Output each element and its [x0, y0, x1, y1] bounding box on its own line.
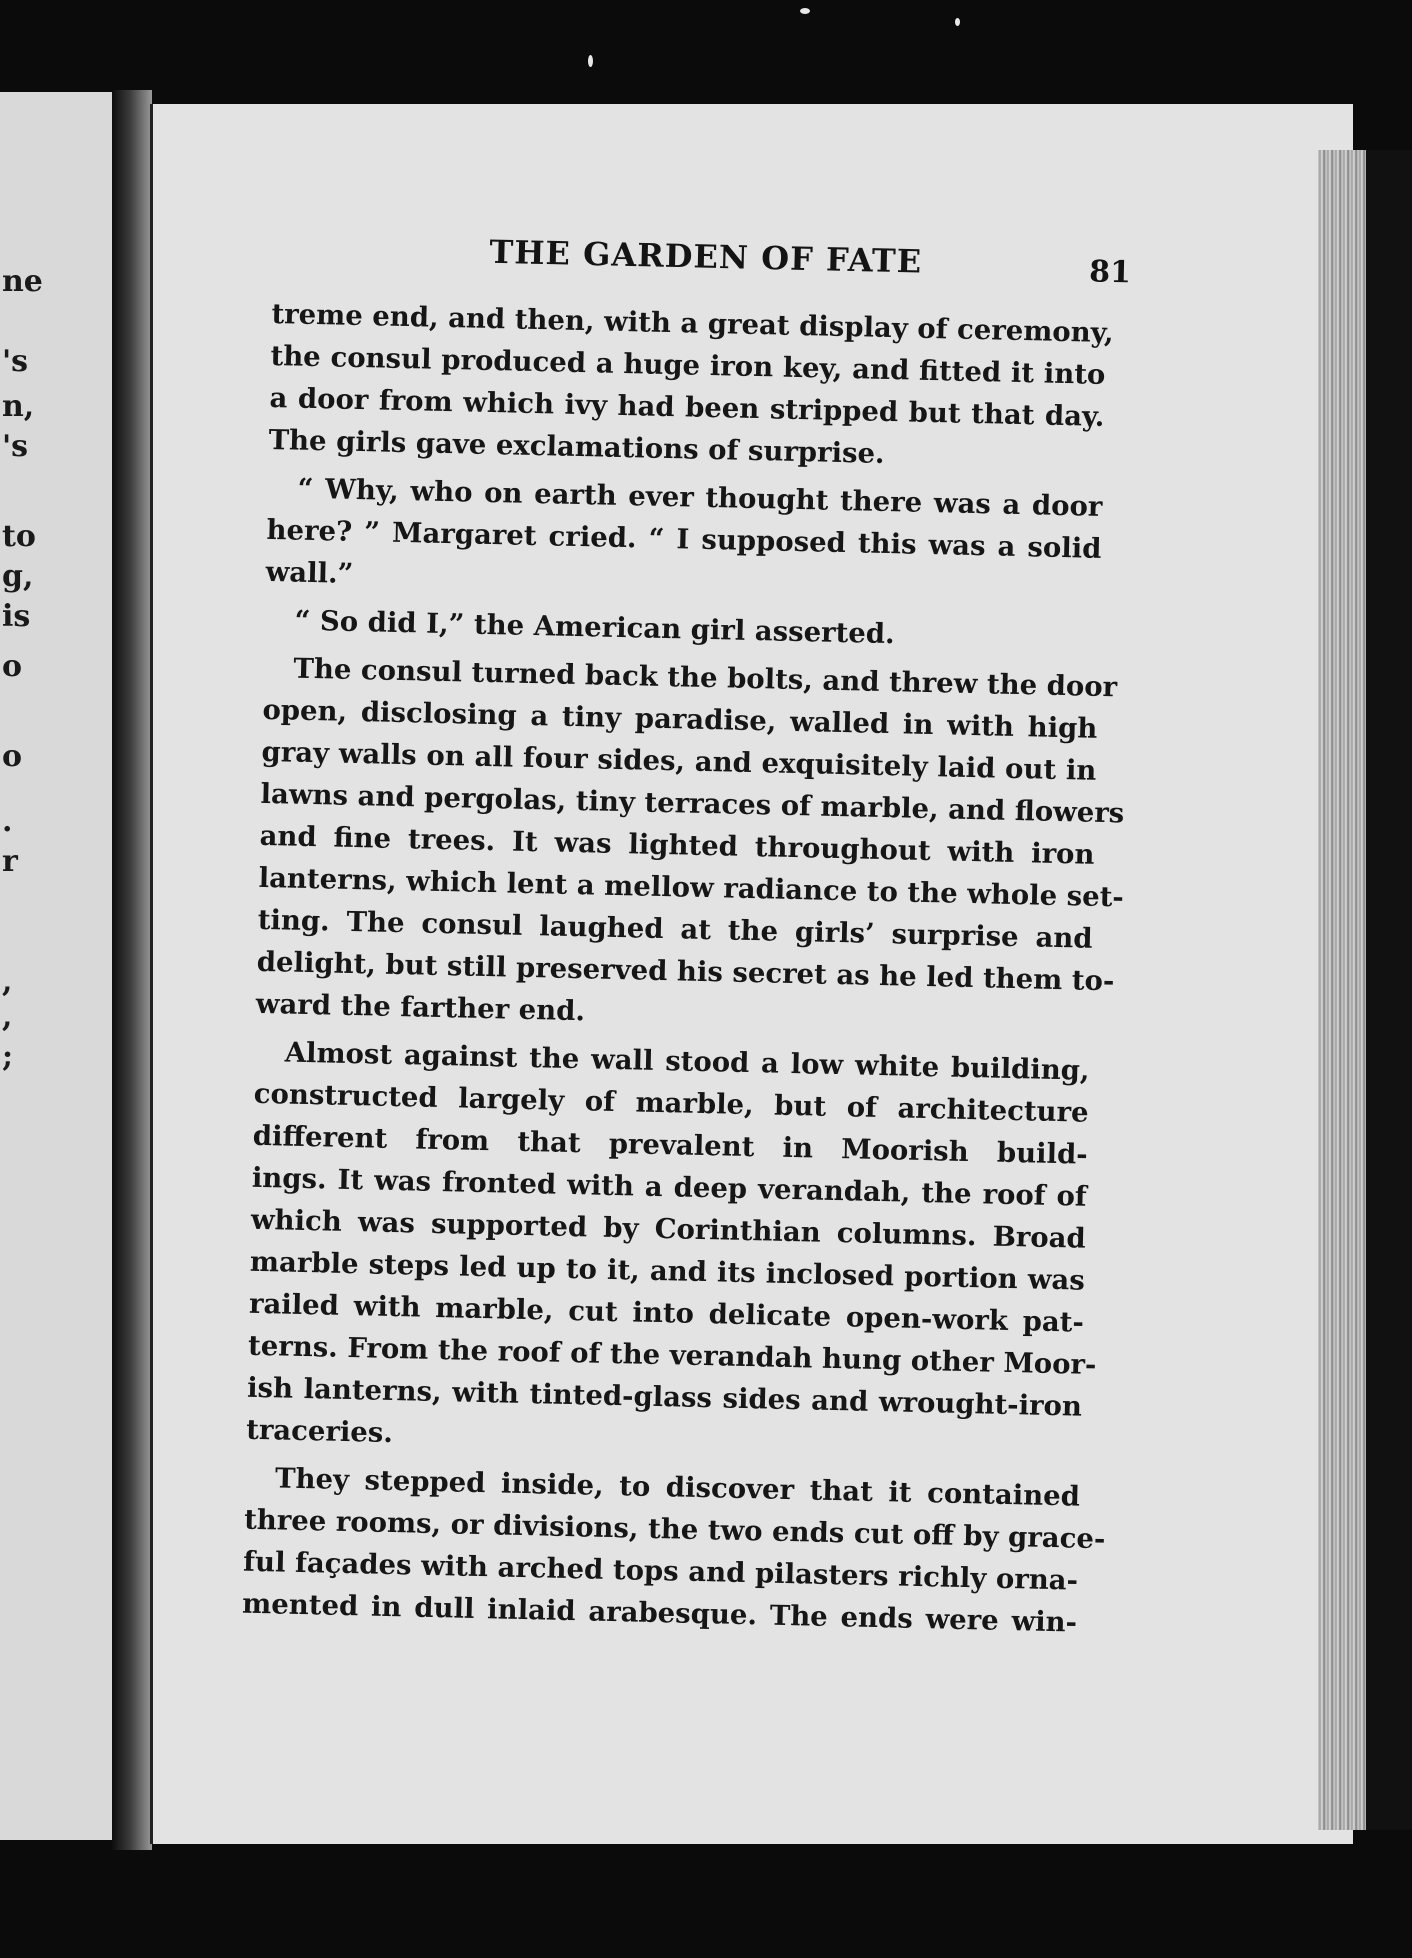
left-page-text-fragment: r [2, 844, 18, 879]
left-page-text-fragment: to [2, 519, 36, 554]
text-line: mented in dull inlaid arabesque. The ends were win- [241, 1587, 1078, 1639]
text-line: The consul turned back the bolts, and threw the door [293, 652, 1118, 704]
text-line: The girls gave exclamations of surprise. [268, 423, 885, 470]
text-line: treme end, and then, with a great display of ceremony, [271, 297, 1114, 350]
left-page-text-fragment: 's [2, 344, 29, 379]
scan-speck [588, 55, 593, 67]
left-page-text-fragment: , [2, 964, 13, 999]
text-line: ward the farther end. [255, 987, 586, 1028]
left-page-text-fragment: , [2, 999, 13, 1034]
text-line: ings. It was fronted with a deep verandah, the roof of [251, 1161, 1088, 1213]
text-line: here? ” Margaret cried. “ I supposed this was a solid [266, 513, 1102, 565]
left-page-text-fragment: 's [2, 429, 29, 464]
text-line: lanterns, which lent a mellow radiance to the whole set- [258, 861, 1125, 914]
book-gutter [112, 90, 152, 1850]
text-line: gray walls on all four sides, and exquisitely laid out in [261, 735, 1097, 787]
text-line: ish lanterns, with tinted-glass sides and wrought-iron [246, 1371, 1083, 1423]
text-line: lawns and pergolas, tiny terraces of marble, and flowers [260, 777, 1125, 830]
left-page-text-fragment: g, [2, 559, 34, 594]
scan-speck [800, 8, 810, 14]
left-page-text-fragment: o [2, 739, 23, 774]
text-line: traceries. [245, 1413, 394, 1450]
text-line: a door from which ivy had been stripped but that day. [269, 381, 1105, 433]
text-line: terns. From the roof of the verandah hung other Moor- [247, 1329, 1097, 1381]
text-line: three rooms, or divisions, the two ends cut off by grace- [243, 1503, 1106, 1556]
running-title: THE GARDEN OF FATE [489, 232, 923, 281]
page-number: 81 [1088, 254, 1132, 291]
left-page-text-fragment: ne [2, 264, 43, 299]
text-line: marble steps led up to it, and its inclosed portion was [249, 1245, 1086, 1297]
page-edges [1318, 150, 1366, 1830]
text-line: They stepped inside, to discover that it contained [274, 1462, 1081, 1513]
text-line: open, disclosing a tiny paradise, walled in with high [262, 693, 1098, 745]
left-page-text-fragment: n, [2, 389, 35, 424]
text-line: which was supported by Corinthian columns. Broad [250, 1203, 1087, 1255]
text-line: “ Why, who on earth ever thought there was a door [297, 472, 1103, 523]
text-line: ful façades with arched tops and pilasters richly orna- [242, 1545, 1079, 1597]
left-page-text-fragment: . [2, 804, 13, 839]
scan-speck [955, 18, 960, 26]
text-line: constructed largely of marble, but of architecture [253, 1077, 1089, 1129]
text-line: the consul produced a huge iron key, and fitted it into [270, 339, 1106, 391]
text-line: delight, but still preserved his secret as he led them to- [256, 945, 1115, 998]
left-facing-page [0, 92, 112, 1840]
scan-border-right [1366, 150, 1412, 1830]
text-line: railed with marble, cut into delicate open-work pat- [248, 1287, 1085, 1339]
text-line: ting. The consul laughed at the girls’ surprise and [257, 903, 1093, 955]
text-line: “ So did I,” the American girl asserted. [294, 604, 895, 651]
text-line: Almost against the wall stood a low white building, [284, 1036, 1090, 1087]
text-line: wall.” [265, 555, 354, 590]
text-line: and fine trees. It was lighted throughout with iron [259, 819, 1095, 871]
text-line: different from that prevalent in Moorish build- [252, 1119, 1089, 1171]
left-page-text-fragment: o [2, 649, 23, 684]
body-text [241, 293, 1125, 1644]
left-page-text-fragment: is [2, 599, 31, 634]
left-page-text-fragment: ; [2, 1039, 14, 1074]
